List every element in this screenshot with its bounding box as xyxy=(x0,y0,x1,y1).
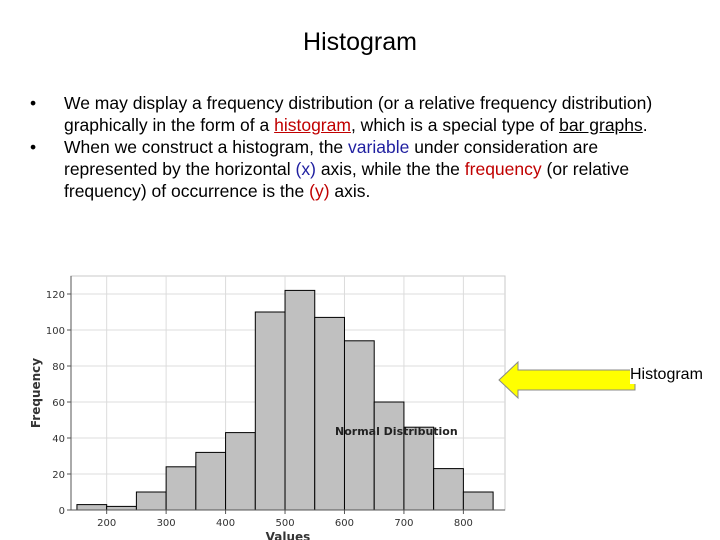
y-tick-label: 80 xyxy=(52,362,65,373)
variable-term: variable xyxy=(348,137,410,157)
bullet-1-text-c: . xyxy=(642,115,648,135)
histogram-bar xyxy=(434,469,464,510)
curve-label: Normal Distribution xyxy=(335,425,458,438)
y-tick-label: 20 xyxy=(52,470,65,481)
histogram-bar xyxy=(166,467,196,510)
bullet-2-text-a: When we construct a histogram, the xyxy=(64,137,349,157)
bullet-item xyxy=(30,92,690,136)
bullet-dot-icon: • xyxy=(30,137,37,157)
bullet-1-text-a: We may display a frequency distribution (or a relative frequency distribution) graphically in the form of a xyxy=(64,93,653,135)
histogram-chart xyxy=(28,270,513,540)
y-axis-term: (y) xyxy=(309,181,330,201)
x-tick-label: 400 xyxy=(216,518,236,529)
y-axis-label: Frequency xyxy=(29,357,43,429)
histogram-bar xyxy=(107,506,137,510)
histogram-bar xyxy=(77,505,107,510)
histogram-bar xyxy=(196,452,226,510)
y-tick-label: 40 xyxy=(52,434,65,445)
bullet-item xyxy=(30,136,690,202)
bar-graphs-term: bar graphs xyxy=(559,115,643,135)
histogram-bar xyxy=(374,402,404,510)
bullet-2-text-e: axis. xyxy=(329,181,371,201)
bullet-2-text-c: axis, while the the xyxy=(315,159,465,179)
callout-label: Histogram xyxy=(630,366,703,383)
x-tick-label: 600 xyxy=(334,518,355,529)
histogram-bar xyxy=(315,317,345,510)
y-tick-label: 100 xyxy=(45,326,65,337)
histogram-bar xyxy=(255,312,285,510)
y-tick-label: 0 xyxy=(58,506,65,517)
x-tick-label: 500 xyxy=(275,518,295,529)
left-arrow-shape xyxy=(499,362,635,398)
x-tick-label: 800 xyxy=(453,518,473,529)
histogram-bar xyxy=(463,492,493,510)
x-tick-label: 700 xyxy=(394,518,414,529)
slide-title: Histogram xyxy=(303,28,417,56)
y-tick-label: 60 xyxy=(52,398,65,409)
x-axis-term: (x) xyxy=(295,159,316,179)
bullet-1-text-b: , which is a special type of xyxy=(350,115,560,135)
bullet-2-text-d: (or relative frequency) of occurrence is the xyxy=(64,159,630,201)
histogram-bar xyxy=(226,433,256,510)
arrow-icon xyxy=(497,360,637,400)
histogram-bar xyxy=(285,290,315,510)
histogram-term: histogram xyxy=(274,115,351,135)
bullet-dot-icon: • xyxy=(30,93,37,113)
frequency-term: frequency xyxy=(464,159,542,179)
bullet-2-text-b: under consideration are represented by the horizontal xyxy=(64,137,599,179)
bullet-list xyxy=(30,92,690,202)
x-tick-label: 200 xyxy=(97,518,117,529)
histogram-bar xyxy=(404,427,434,510)
x-axis-label: Values xyxy=(265,530,311,540)
y-tick-label: 120 xyxy=(45,290,65,301)
x-tick-label: 300 xyxy=(156,518,176,529)
histogram-bar xyxy=(136,492,166,510)
